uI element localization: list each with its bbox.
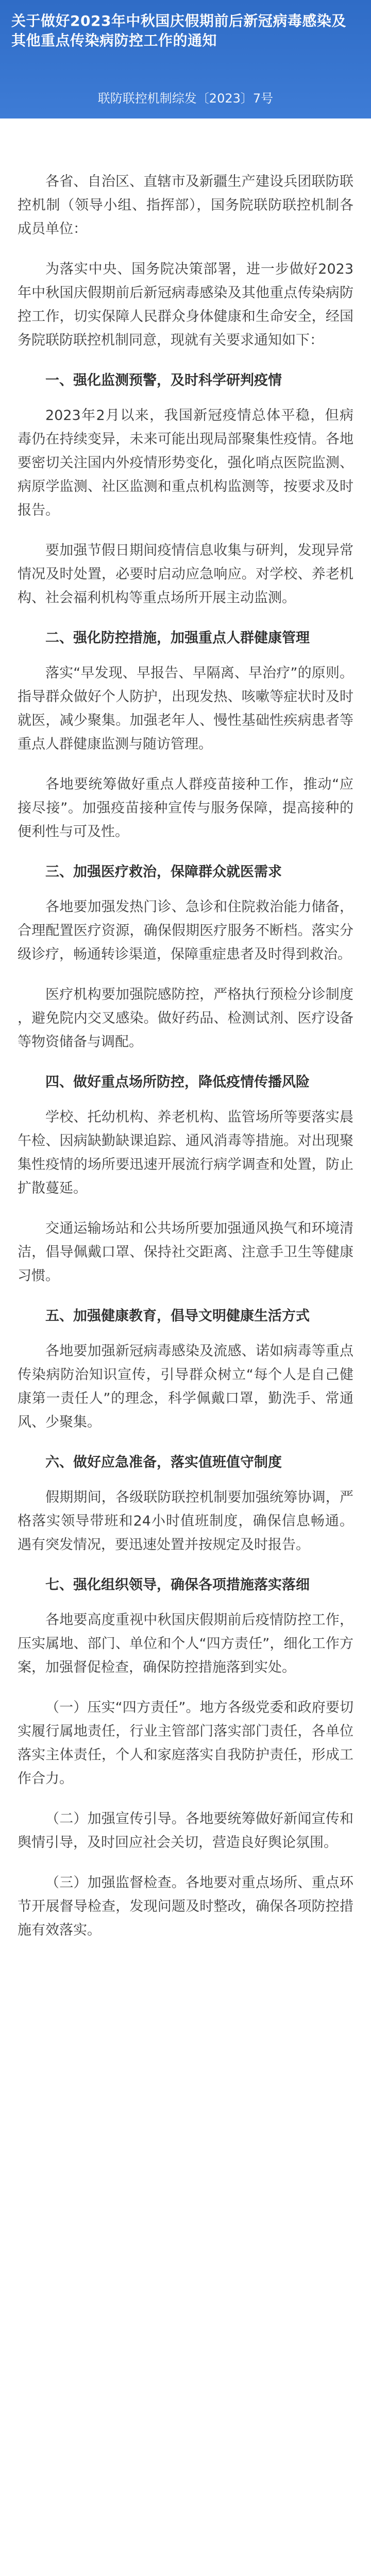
paragraph: （二）加强宣传引导。各地要统筹做好新闻宣传和舆情引导，及时回应社会关切，营造良好舆论氛围。: [18, 1811, 353, 1851]
document-header: [0, 0, 371, 118]
section-heading: 四、做好重点场所防控，降低疫情传播风险: [45, 1074, 310, 1090]
document-title: 关于做好2023年中秋国庆假期前后新冠病毒感染及其他重点传染病防控工作的通知: [11, 12, 346, 49]
paragraph: 2023年2月以来，我国新冠疫情总体平稳，但病毒仍在持续变异，未来可能出现局部聚集性疫情。各地要密切关注国内外疫情形势变化，强化哨点医院监测、病原学监测、社区监测和重点机构监测等，按要求及时报告。: [18, 408, 353, 518]
paragraph: 各地要统筹做好重点人群疫苗接种工作，推动“应接尽接”。加强疫苗接种宣传与服务保障，提高接种的便利性与可及性。: [18, 776, 353, 840]
document-body: [18, 170, 353, 1959]
paragraph: 要加强节假日期间疫情信息收集与研判，发现异常情况及时处置，必要时启动应急响应。对学校、养老机构、社会福利机构等重点场所开展主动监测。: [18, 543, 353, 606]
paragraph: （一）压实“四方责任”。地方各级党委和政府要切实履行属地责任，行业主管部门落实部门责任，各单位落实主体责任，个人和家庭落实自我防护责任，形成工作合力。: [18, 1700, 353, 1787]
section-heading: 七、强化组织领导，确保各项措施落实落细: [45, 1577, 310, 1593]
section-heading: 五、加强健康教育，倡导文明健康生活方式: [45, 1308, 310, 1324]
paragraph: 各地要加强发热门诊、急诊和住院救治能力储备，合理配置医疗资源，确保假期医疗服务不断档。落实分级诊疗，畅通转诊渠道，保障重症患者及时得到救治。: [18, 899, 353, 962]
paragraph: 各地要高度重视中秋国庆假期前后疫情防控工作，压实属地、部门、单位和个人“四方责任”，细化工作方案，加强督促检查，确保防控措施落到实处。: [18, 1612, 353, 1675]
paragraph: 为落实中央、国务院决策部署，进一步做好2023年中秋国庆假期前后新冠病毒感染及其他重点传染病防控工作，切实保障人民群众身体健康和生命安全，经国务院联防联控机制同意，现就有关要求通知如下：: [18, 261, 353, 348]
section-heading: 一、强化监测预警，及时科学研判疫情: [45, 372, 282, 388]
paragraph: 学校、托幼机构、养老机构、监管场所等要落实晨午检、因病缺勤缺课追踪、通风消毒等措施。对出现聚集性疫情的场所要迅速开展流行病学调查和处置，防止扩散蔓延。: [18, 1109, 353, 1196]
paragraph: 假期期间，各级联防联控机制要加强统筹协调，严格落实领导带班和24小时值班制度，确保信息畅通。遇有突发情况，要迅速处置并按规定及时报告。: [18, 1489, 353, 1553]
paragraph: 交通运输场站和公共场所要加强通风换气和环境清洁，倡导佩戴口罩、保持社交距离、注意手卫生等健康习惯。: [18, 1221, 353, 1284]
paragraph: 各地要加强新冠病毒感染及流感、诺如病毒等重点传染病防治知识宣传，引导群众树立“每个人是自己健康第一责任人”的理念，科学佩戴口罩，勤洗手、常通风、少聚集。: [18, 1343, 353, 1430]
paragraph: 落实“早发现、早报告、早隔离、早治疗”的原则。指导群众做好个人防护，出现发热、咳嗽等症状时及时就医，减少聚集。加强老年人、慢性基础性疾病患者等重点人群健康监测与随访管理。: [18, 665, 353, 752]
paragraph: （三）加强监督检查。各地要对重点场所、重点环节开展督导检查，发现问题及时整改，确保各项防控措施有效落实。: [18, 1875, 353, 1938]
section-heading: 六、做好应急准备，落实值班值守制度: [45, 1454, 282, 1470]
paragraph: 医疗机构要加强院感防控，严格执行预检分诊制度，避免院内交叉感染。做好药品、检测试剂、医疗设备等物资储备与调配。: [18, 987, 353, 1050]
document-number: 联防联控机制综发〔2023〕7号: [97, 91, 274, 106]
paragraph: 各省、自治区、直辖市及新疆生产建设兵团联防联控机制（领导小组、指挥部），国务院联防联控机制各成员单位：: [18, 174, 353, 237]
section-heading: 二、强化防控措施，加强重点人群健康管理: [45, 630, 310, 646]
section-heading: 三、加强医疗救治，保障群众就医需求: [45, 864, 282, 880]
